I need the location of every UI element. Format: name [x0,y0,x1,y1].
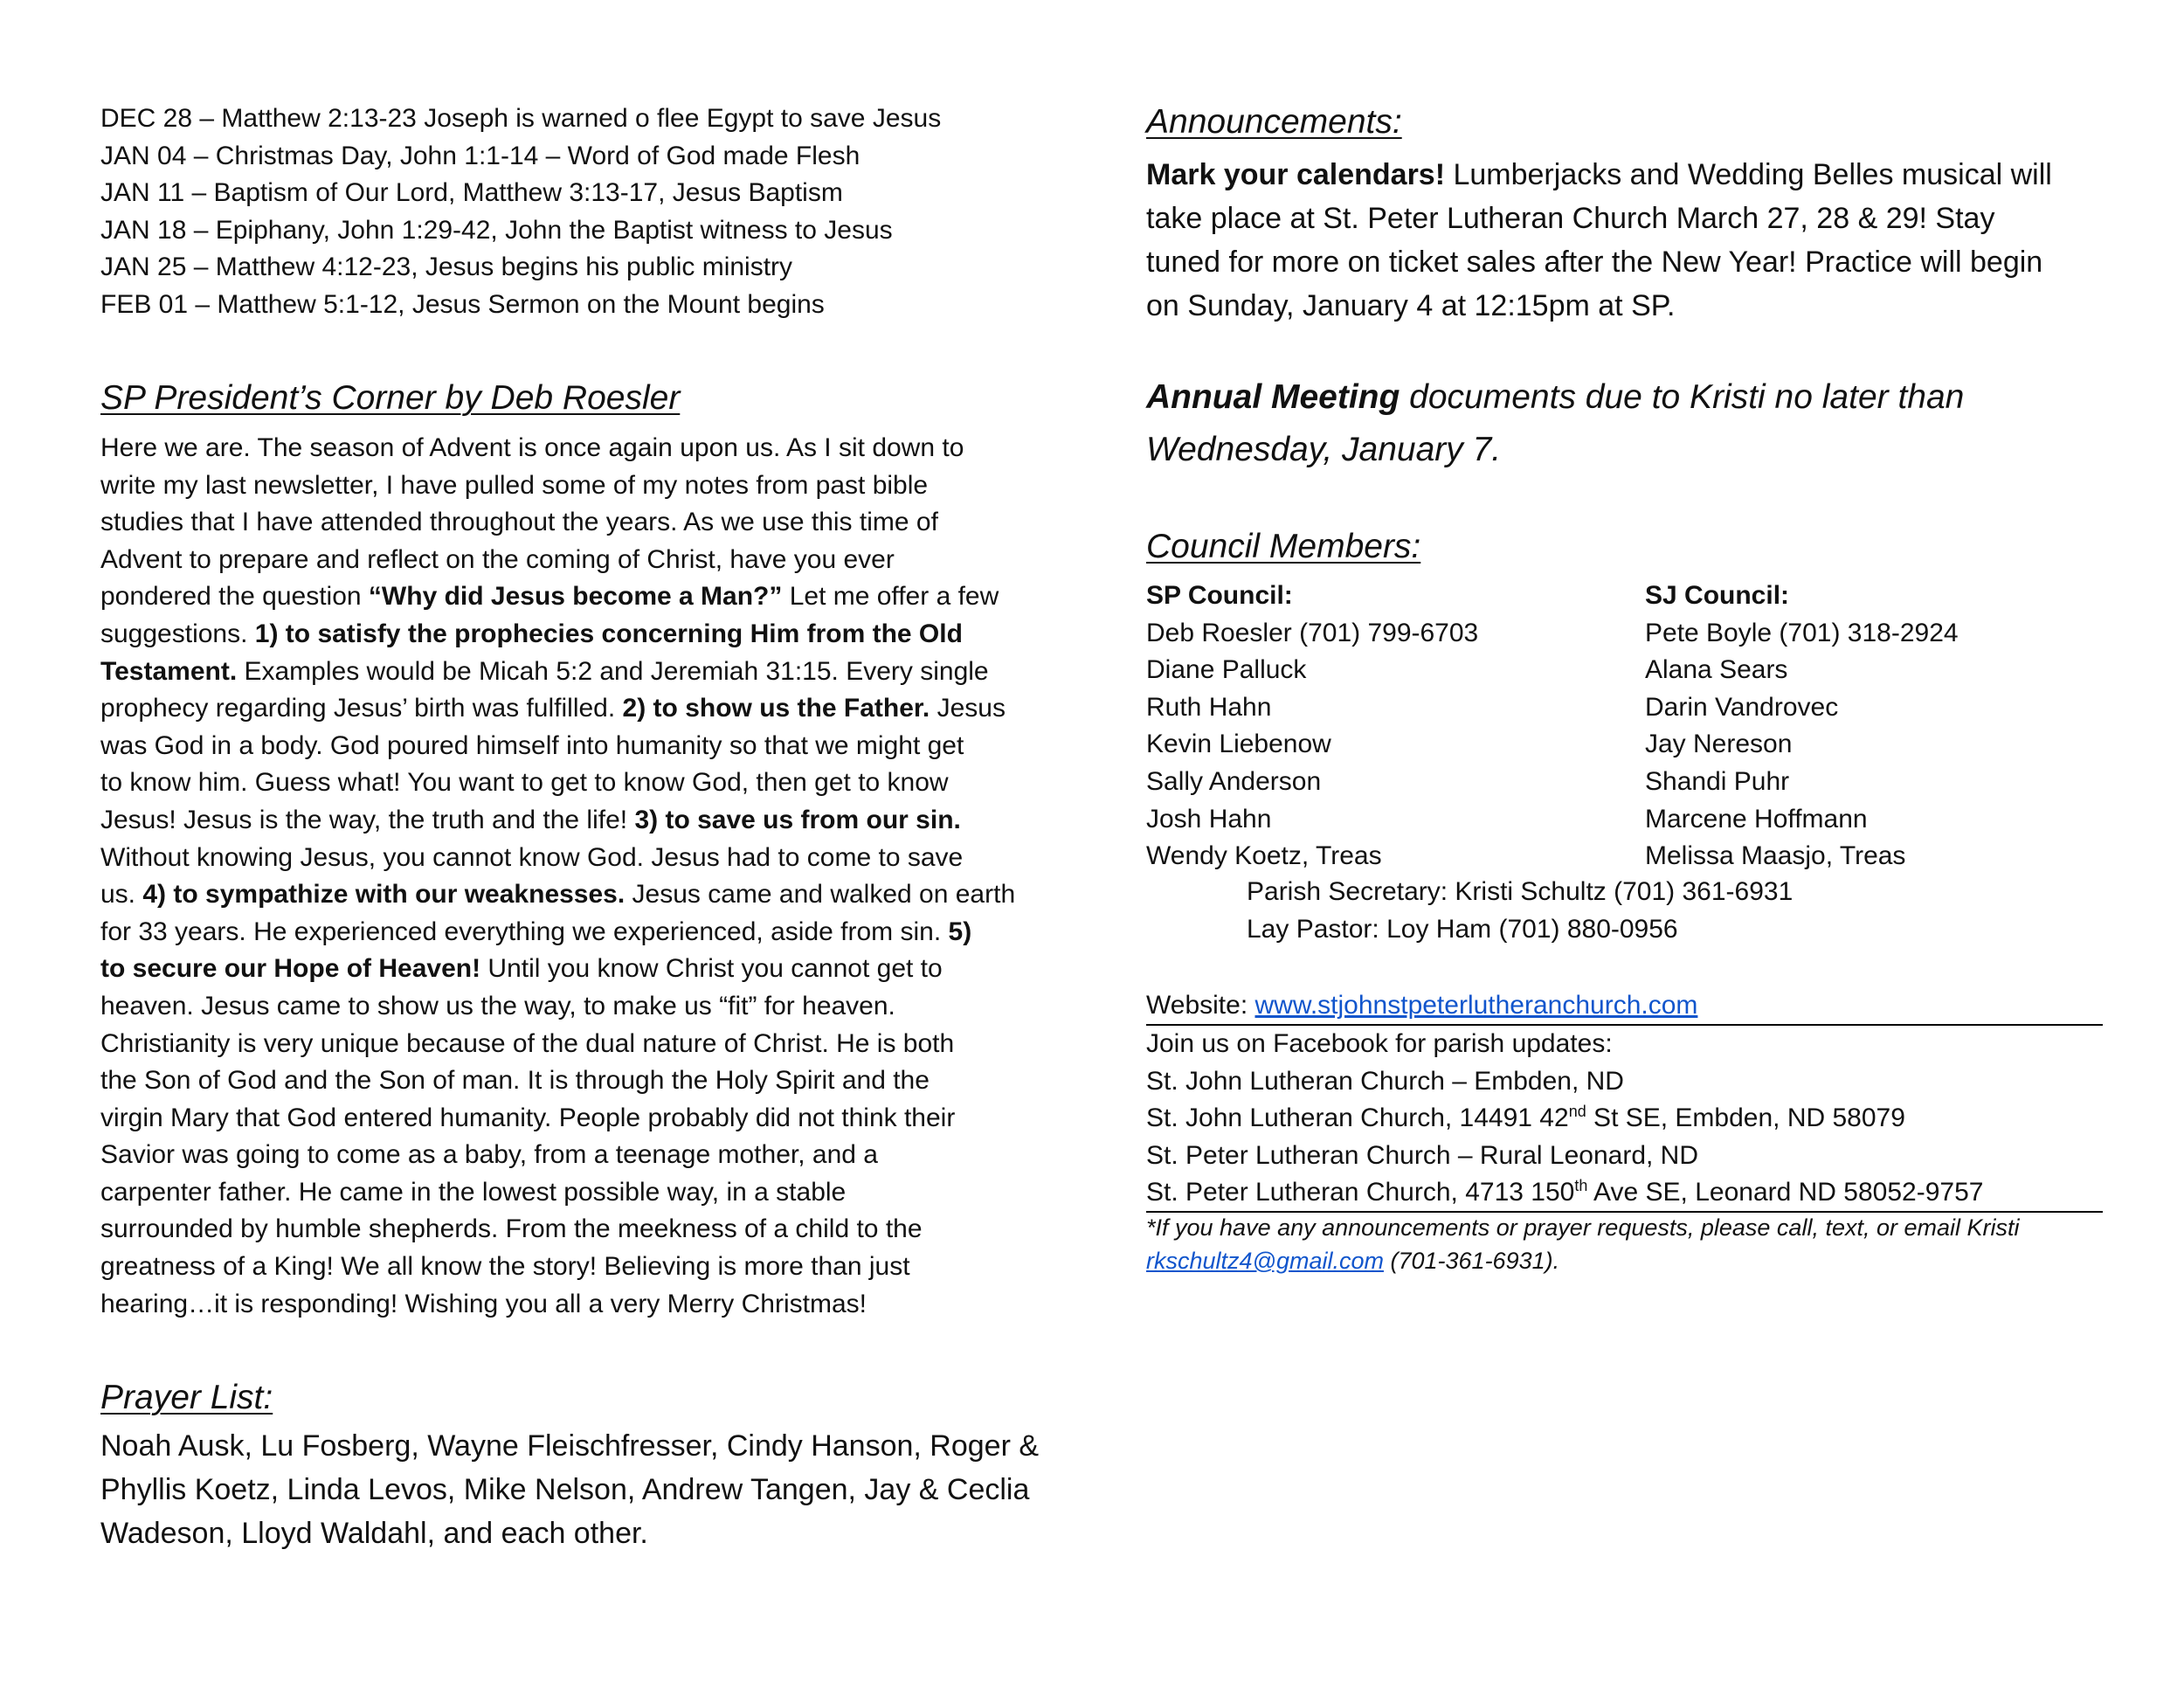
presidents-corner-line: Jesus! Jesus is the way, the truth and the life! 3) to save us from our sin. [100,805,961,834]
lay-pastor: Lay Pastor: Loy Ham (701) 880-0956 [1247,914,1678,944]
announcement-line: take place at St. Peter Lutheran Church March 27, 28 & 29! Stay [1146,202,1995,235]
presidents-corner-line: heaven. Jesus came to show us the way, to make us “fit” for heaven. [100,991,895,1020]
presidents-corner-line: Christianity is very unique because of the dual nature of Christ. He is both [100,1028,955,1058]
presidents-corner-line: hearing…it is responding! Wishing you all a very Merry Christmas! [100,1289,867,1318]
presidents-corner-line: surrounded by humble shepherds. From the meekness of a child to the [100,1214,923,1244]
presidents-corner-line: write my last newsletter, I have pulled some of my notes from past bible [100,470,929,500]
prayer-list-line: Noah Ausk, Lu Fosberg, Wayne Fleischfresser, Cindy Hanson, Roger & [100,1429,1040,1463]
presidents-corner-line: pondered the question “Why did Jesus become a Man?” Let me offer a few [100,582,999,612]
schedule-item: JAN 11 – Baptism of Our Lord, Matthew 3:13-17, Jesus Baptism [100,178,843,207]
announcement-lead: Mark your calendars! [1146,158,1446,191]
annual-meeting-label: Annual Meeting [1146,378,1400,416]
presidents-corner-line: to know him. Guess what! You want to get to know God, then get to know [100,768,949,798]
council-member: Alana Sears [1645,655,1788,685]
sj-council-title: SJ Council: [1645,581,1790,610]
annual-meeting-text: documents due to Kristi no later than [1400,378,1965,416]
announcement-line: tuned for more on ticket sales after the New Year! Practice will begin [1146,246,2043,279]
annual-meeting-date: Wednesday, January 7. [1146,431,1502,468]
council-member: Kevin Liebenow [1146,730,1331,759]
council-member: Deb Roesler (701) 799-6703 [1146,618,1479,647]
presidents-corner-line: the Son of God and the Son of man. It is through the Holy Spirit and the [100,1066,930,1096]
presidents-corner-text [100,430,1054,1323]
presidents-corner-line: to secure our Hope of Heaven! Until you know Christ you cannot get to [100,954,943,984]
sj-council-list [1645,578,1959,875]
presidents-corner-line: Without knowing Jesus, you cannot know God. Jesus had to come to save [100,842,964,872]
announcement-text: Lumberjacks and Wedding Belles musical will [1445,158,2052,191]
schedule-item: FEB 01 – Matthew 5:1-12, Jesus Sermon on the Mount begins [100,289,825,319]
sj-facebook-page: St. John Lutheran Church – Embden, ND [1146,1066,1624,1096]
sp-address: St. Peter Lutheran Church, 4713 150th Ave SE, Leonard ND 58052-9757 [1146,1177,1984,1207]
schedule-item: JAN 25 – Matthew 4:12-23, Jesus begins his public ministry [100,253,793,281]
council-member: Sally Anderson [1146,766,1322,796]
announcements-text [1146,153,2052,328]
council-member: Melissa Maasjo, Treas [1645,841,1906,871]
presidents-corner-line: Here we are. The season of Advent is once again upon us. As I sit down to [100,433,964,462]
presidents-corner-line: virgin Mary that God entered humanity. People probably did not think their [100,1103,956,1132]
sj-address: St. John Lutheran Church, 14491 42nd St SE, Embden, ND 58079 [1146,1103,1905,1133]
presidents-corner-line: Savior was going to come as a baby, from a teenage mother, and a [100,1140,878,1170]
presidents-corner-line: was God in a body. God poured himself into humanity so that we might get [100,730,964,760]
parish-secretary: Parish Secretary: Kristi Schultz (701) 361-6931 [1247,877,1794,906]
announcements-heading: Announcements: [1146,103,1402,141]
contact-note-text: *If you have any announcements or prayer requests, please call, text, or email Kristi [1146,1214,2020,1241]
contact-phone: (701-361-6931). [1383,1248,1560,1274]
annual-meeting-notice [1146,371,1964,476]
presidents-corner-line: Testament. Examples would be Micah 5:2 and Jeremiah 31:15. Every single [100,656,989,686]
prayer-list-heading: Prayer List: [100,1379,273,1416]
email-link[interactable]: rkschultz4@gmail.com [1146,1248,1384,1274]
contact-note [1146,1211,2103,1277]
presidents-corner-line: greatness of a King! We all know the story! Believing is more than just [100,1252,910,1282]
council-member: Marcene Hoffmann [1645,804,1868,834]
prayer-list [100,1424,1039,1555]
council-member: Ruth Hahn [1146,692,1272,722]
council-member: Diane Palluck [1146,655,1307,685]
sp-facebook-page: St. Peter Lutheran Church – Rural Leonard, ND [1146,1140,1699,1170]
website-label: Website: [1146,991,1255,1020]
council-member: Shandi Puhr [1645,766,1790,796]
facebook-intro: Join us on Facebook for parish updates: [1146,1029,1613,1058]
presidents-corner-line: carpenter father. He came in the lowest possible way, in a stable [100,1177,847,1207]
schedule-item: JAN 04 – Christmas Day, John 1:1-14 – Word of God made Flesh [100,141,860,170]
schedule-item: JAN 18 – Epiphany, John 1:29-42, John the Baptist witness to Jesus [100,215,893,245]
council-member: Wendy Koetz, Treas [1146,841,1382,871]
council-member: Pete Boyle (701) 318-2924 [1645,618,1959,647]
schedule-item: DEC 28 – Matthew 2:13-23 Joseph is warned o flee Egypt to save Jesus [100,104,942,133]
lectionary-schedule [100,100,941,323]
presidents-corner-line: prophecy regarding Jesus’ birth was fulfilled. 2) to show us the Father. Jesus [100,694,1006,723]
announcement-line: on Sunday, January 4 at 12:15pm at SP. [1146,289,1676,322]
presidents-corner-heading: SP President’s Corner by Deb Roesler [100,379,681,417]
council-member: Josh Hahn [1146,804,1272,834]
presidents-corner-line: suggestions. 1) to satisfy the prophecies concerning Him from the Old [100,619,963,648]
presidents-corner-line: for 33 years. He experienced everything we experienced, aside from sin. 5) [100,917,972,946]
council-member: Jay Nereson [1645,730,1793,759]
council-members-heading: Council Members: [1146,528,1421,565]
facebook-info [1146,1026,1983,1212]
sp-council-title: SP Council: [1146,581,1293,610]
prayer-list-line: Wadeson, Lloyd Waldahl, and each other. [100,1517,648,1550]
parish-staff [1247,874,1793,948]
council-member: Darin Vandrovec [1645,692,1839,722]
presidents-corner-line: Advent to prepare and reflect on the coming of Christ, have you ever [100,544,895,574]
presidents-corner-line: studies that I have attended throughout the years. As we use this time of [100,508,938,537]
prayer-list-line: Phyllis Koetz, Linda Levos, Mike Nelson, Andrew Tangen, Jay & Ceclia [100,1473,1030,1506]
website-link[interactable]: www.stjohnstpeterlutheranchurch.com [1254,991,1698,1020]
sp-council-list [1146,578,1478,875]
website-line [1146,987,2103,1025]
presidents-corner-line: us. 4) to sympathize with our weaknesses. Jesus came and walked on earth [100,880,1016,910]
